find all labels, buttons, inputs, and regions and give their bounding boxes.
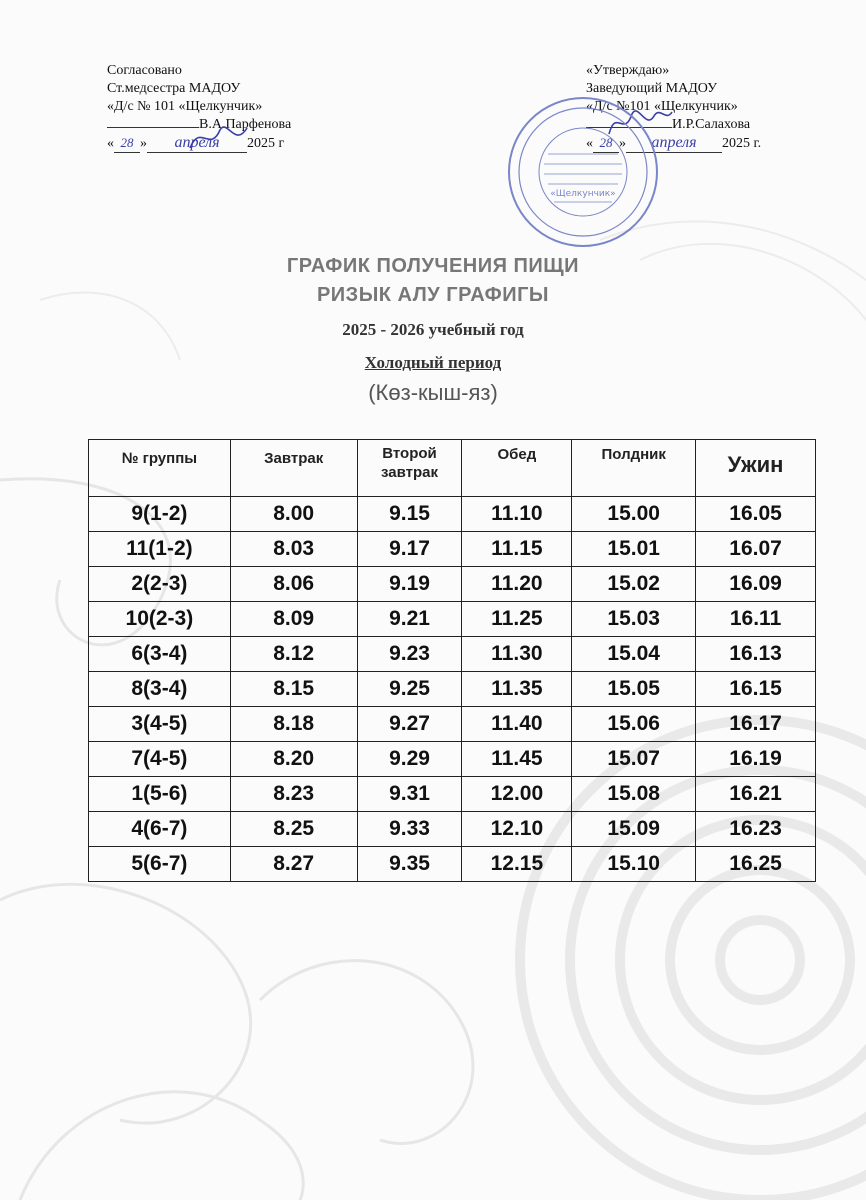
- cell-lunch: 11.40: [462, 707, 572, 742]
- cell-snack: 15.07: [572, 742, 696, 777]
- cell-group: 11(1-2): [89, 532, 231, 567]
- cell-group: 1(5-6): [89, 777, 231, 812]
- date-year-left: 2025 г: [247, 136, 285, 151]
- cell-breakfast: 8.09: [230, 602, 357, 637]
- cell-lunch: 11.30: [462, 637, 572, 672]
- cell-second-breakfast: 9.31: [357, 777, 462, 812]
- cell-breakfast: 8.20: [230, 742, 357, 777]
- cell-group: 5(6-7): [89, 847, 231, 882]
- cell-dinner: 16.11: [696, 602, 816, 637]
- table-row: [89, 742, 816, 777]
- cell-lunch: 11.35: [462, 672, 572, 707]
- title-tatar: РИЗЫК АЛУ ГРАФИГЫ: [316, 284, 550, 306]
- cell-breakfast: 8.06: [230, 567, 357, 602]
- cell-lunch: 11.45: [462, 742, 572, 777]
- table-row: [89, 497, 816, 532]
- cell-snack: 15.04: [572, 637, 696, 672]
- cell-breakfast: 8.25: [230, 812, 357, 847]
- cell-group: 6(3-4): [89, 637, 231, 672]
- table-header-row: [89, 440, 816, 497]
- cell-dinner: 16.19: [696, 742, 816, 777]
- cell-snack: 15.02: [572, 567, 696, 602]
- cell-second-breakfast: 9.27: [357, 707, 462, 742]
- table-row: [89, 532, 816, 567]
- table-body: [89, 497, 816, 882]
- title-russian: ГРАФИК ПОЛУЧЕНИЯ ПИЩИ: [286, 255, 580, 277]
- header-group: № группы: [89, 440, 231, 497]
- cell-second-breakfast: 9.25: [357, 672, 462, 707]
- cell-dinner: 16.07: [696, 532, 816, 567]
- signatory-name-right: И.Р.Салахова: [672, 117, 751, 132]
- cell-dinner: 16.15: [696, 672, 816, 707]
- table-row: [89, 602, 816, 637]
- cell-group: 10(2-3): [89, 602, 231, 637]
- table-row: [89, 672, 816, 707]
- cell-group: 9(1-2): [89, 497, 231, 532]
- header-lunch: Обед: [462, 440, 572, 497]
- meal-schedule-table: [88, 439, 816, 882]
- approval-label-left: Согласовано: [107, 63, 182, 78]
- table-row: [89, 707, 816, 742]
- cell-snack: 15.06: [572, 707, 696, 742]
- approval-label-right: «Утверждаю»: [586, 63, 670, 78]
- cell-second-breakfast: 9.19: [357, 567, 462, 602]
- cell-group: 8(3-4): [89, 672, 231, 707]
- header-second-breakfast: Второй завтрак: [357, 440, 462, 497]
- header-dinner: Ужин: [696, 440, 816, 497]
- cell-second-breakfast: 9.29: [357, 742, 462, 777]
- cell-second-breakfast: 9.15: [357, 497, 462, 532]
- cell-lunch: 12.15: [462, 847, 572, 882]
- cell-dinner: 16.05: [696, 497, 816, 532]
- date-month-left: апреля: [147, 134, 247, 153]
- table-row: [89, 567, 816, 602]
- cell-breakfast: 8.15: [230, 672, 357, 707]
- cell-dinner: 16.23: [696, 812, 816, 847]
- cell-snack: 15.03: [572, 602, 696, 637]
- signature-left: [185, 118, 255, 158]
- cell-dinner: 16.17: [696, 707, 816, 742]
- cell-second-breakfast: 9.17: [357, 532, 462, 567]
- cell-group: 3(4-5): [89, 707, 231, 742]
- academic-year: 2025 - 2026 учебный год: [342, 320, 524, 339]
- date-month-right: апреля: [626, 134, 722, 153]
- organization-right: «Д/с №101 «Щелкунчик»: [586, 99, 738, 114]
- cell-lunch: 11.20: [462, 567, 572, 602]
- cell-lunch: 11.15: [462, 532, 572, 567]
- cell-breakfast: 8.03: [230, 532, 357, 567]
- cell-second-breakfast: 9.23: [357, 637, 462, 672]
- cell-snack: 15.10: [572, 847, 696, 882]
- cell-snack: 15.01: [572, 532, 696, 567]
- cell-group: 2(2-3): [89, 567, 231, 602]
- stamp-center-text: «Щелкунчик»: [550, 189, 616, 199]
- cell-dinner: 16.13: [696, 637, 816, 672]
- cell-snack: 15.08: [572, 777, 696, 812]
- position-right: Заведующий МАДОУ: [586, 81, 717, 96]
- cell-group: 4(6-7): [89, 812, 231, 847]
- date-year-right: 2025 г.: [722, 136, 762, 151]
- cell-group: 7(4-5): [89, 742, 231, 777]
- signatory-name-left: В.А.Парфенова: [199, 117, 292, 132]
- period-title: Холодный период: [364, 353, 502, 372]
- official-stamp: [498, 92, 668, 252]
- cell-dinner: 16.09: [696, 567, 816, 602]
- cell-snack: 15.00: [572, 497, 696, 532]
- date-day-left: 28: [114, 134, 140, 153]
- date-day-right: 28: [593, 134, 619, 153]
- cell-breakfast: 8.27: [230, 847, 357, 882]
- cell-breakfast: 8.12: [230, 637, 357, 672]
- position-left: Ст.медсестра МАДОУ: [107, 81, 241, 96]
- date-line-left: « 28 » апреля 2025 г: [107, 134, 285, 151]
- table-row: [89, 812, 816, 847]
- cell-breakfast: 8.18: [230, 707, 357, 742]
- organization-left: «Д/с № 101 «Щелкунчик»: [107, 99, 263, 114]
- header-breakfast: Завтрак: [230, 440, 357, 497]
- cell-second-breakfast: 9.21: [357, 602, 462, 637]
- cell-snack: 15.09: [572, 812, 696, 847]
- cell-snack: 15.05: [572, 672, 696, 707]
- cell-second-breakfast: 9.33: [357, 812, 462, 847]
- header-snack: Полдник: [572, 440, 696, 497]
- table-row: [89, 777, 816, 812]
- cell-lunch: 11.25: [462, 602, 572, 637]
- date-line-right: « 28 » апреля 2025 г.: [586, 134, 762, 151]
- cell-lunch: 12.00: [462, 777, 572, 812]
- table-row: [89, 847, 816, 882]
- cell-dinner: 16.21: [696, 777, 816, 812]
- period-title-tatar: (Көз-кыш-яз): [368, 380, 498, 405]
- cell-lunch: 11.10: [462, 497, 572, 532]
- cell-breakfast: 8.00: [230, 497, 357, 532]
- cell-lunch: 12.10: [462, 812, 572, 847]
- cell-dinner: 16.25: [696, 847, 816, 882]
- cell-breakfast: 8.23: [230, 777, 357, 812]
- table-row: [89, 637, 816, 672]
- cell-second-breakfast: 9.35: [357, 847, 462, 882]
